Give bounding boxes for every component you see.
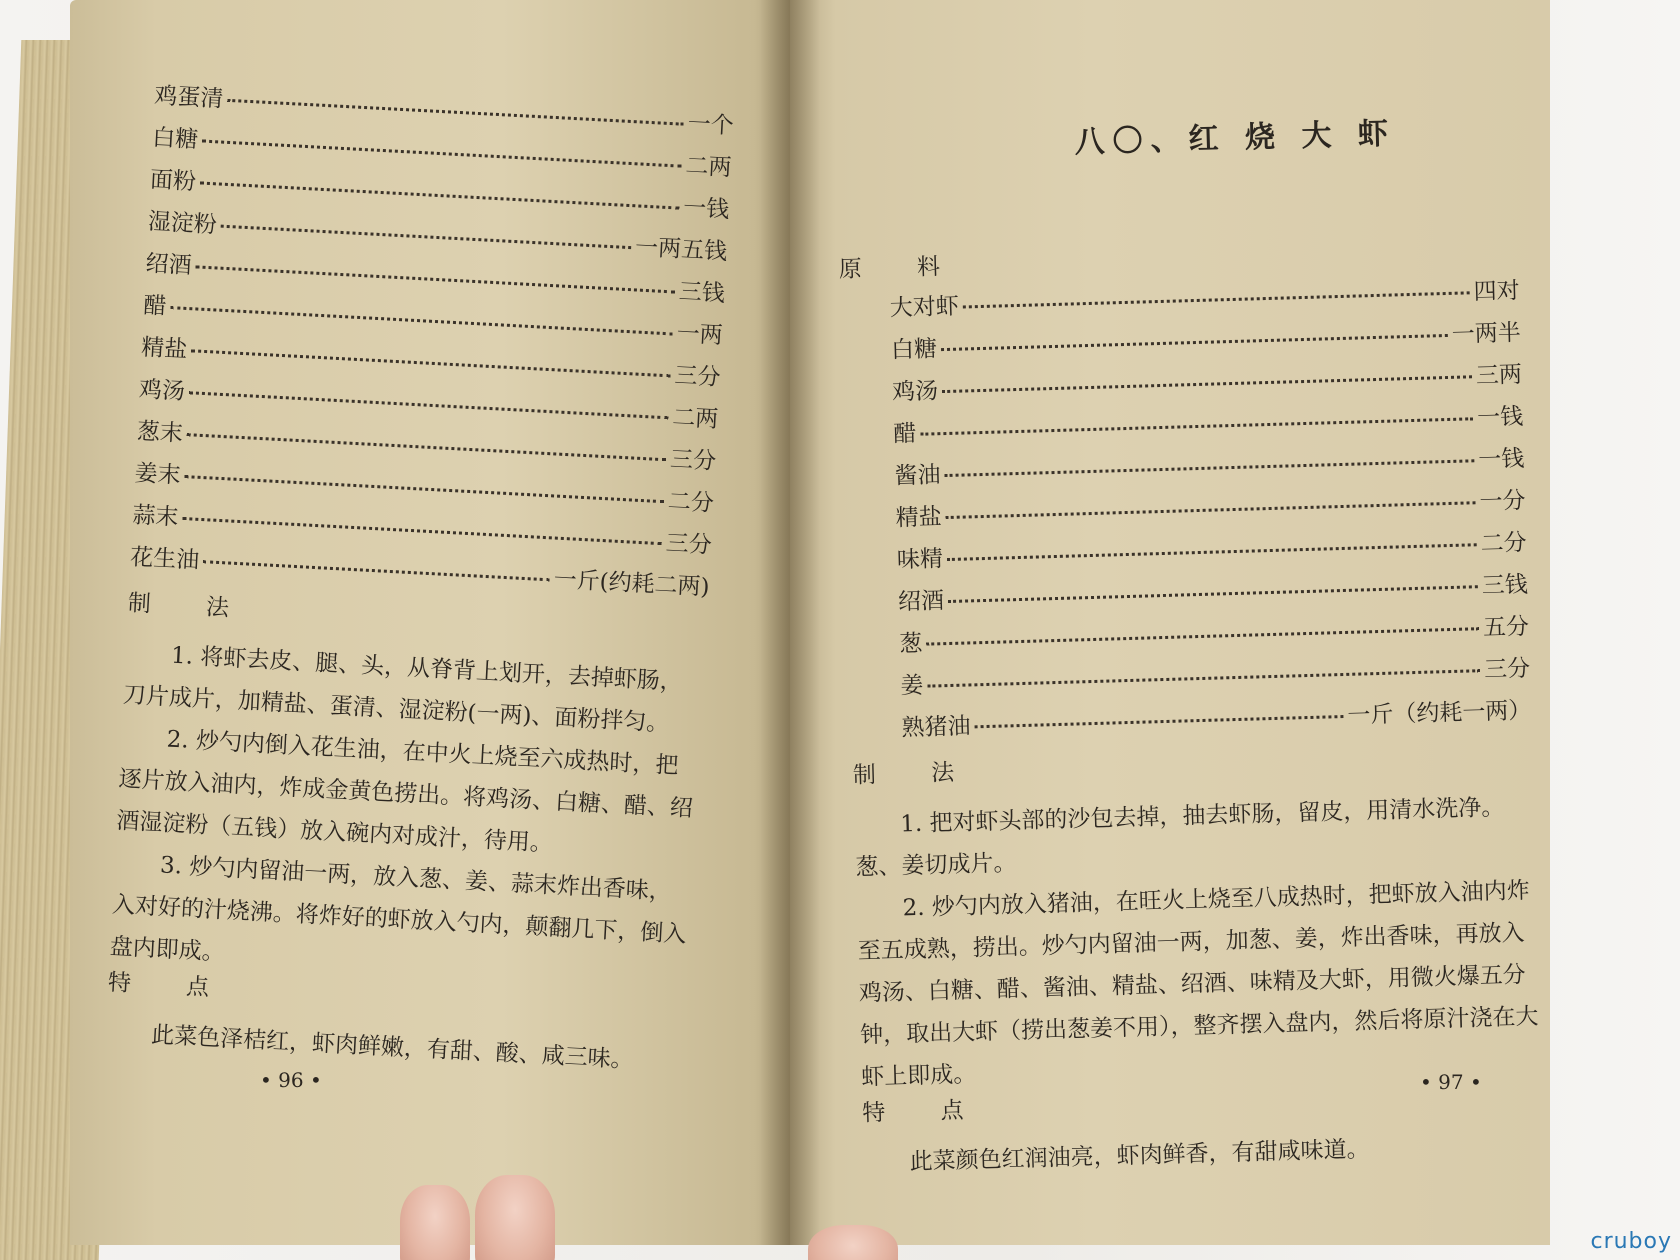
ingredient-amount: 二两 xyxy=(684,152,733,182)
leader-dots xyxy=(920,417,1473,435)
method-step: 3. 炒勺内留油一两，放入葱、姜、蒜末炸出香味，入对好的汁烧沸。将炸好的虾放入勺内，颠翻几下，倒入盘内即成。 xyxy=(109,852,687,966)
method-heading: 制 法 xyxy=(127,590,254,623)
ingredient-name: 蒜末 xyxy=(131,502,180,531)
method-heading: 制 法 xyxy=(852,759,979,789)
left-page-content xyxy=(104,85,734,1084)
ingredient-amount: 一两半 xyxy=(1451,319,1522,348)
ingredient-name: 绍酒 xyxy=(897,588,945,616)
ingredient-name: 花生油 xyxy=(129,544,200,574)
method-step: 2. 炒勺内放入猪油，在旺火上烧至八成热时，把虾放入油内炸至五成熟，捞出。炒勺内留油一两，加葱、姜，炸出香味，再放入鸡汤、白糖、醋、酱油、精盐、绍酒、味精及大虾，用微火爆五分钟，取出大虾（捞出葱姜不用），整齐摆入盘内，然后将原汁浇在大虾上即成。 xyxy=(857,877,1539,1091)
ingredient-name: 姜末 xyxy=(133,460,182,489)
ingredient-name: 精盐 xyxy=(140,334,188,364)
leader-dots xyxy=(227,99,684,126)
right-ingredient-list xyxy=(840,277,1533,761)
ingredient-amount: 四对 xyxy=(1473,277,1520,306)
ingredient-name: 面粉 xyxy=(149,166,197,196)
ingredient-name: 鸡蛋清 xyxy=(153,83,225,113)
ingredient-name: 绍酒 xyxy=(144,250,193,280)
ingredient-amount: 三分 xyxy=(673,362,722,391)
watermark-text: cruboy xyxy=(1590,1229,1672,1254)
ingredient-amount: 一斤（约耗一两） xyxy=(1347,697,1532,729)
ingredient-name: 精盐 xyxy=(895,504,943,532)
ingredient-name: 白糖 xyxy=(890,336,938,364)
leader-dots xyxy=(927,669,1480,687)
leader-dots xyxy=(941,334,1448,351)
ingredient-amount: 一钱 xyxy=(1477,445,1525,474)
ingredient-amount: 三分 xyxy=(1483,655,1531,684)
ingredient-name: 醋 xyxy=(142,292,168,320)
ingredient-name: 熟猪油 xyxy=(901,713,971,742)
finger xyxy=(808,1225,898,1260)
page-number: • 96 • xyxy=(260,1068,322,1092)
ingredient-amount: 一分 xyxy=(1479,487,1526,516)
feature-heading: 特 点 xyxy=(861,1097,988,1127)
left-page xyxy=(70,0,790,1245)
ingredient-amount: 三分 xyxy=(665,530,713,559)
ingredient-amount: 一斤(约耗二两) xyxy=(553,566,711,601)
leader-dots xyxy=(948,585,1478,603)
ingredient-name: 鸡汤 xyxy=(138,376,186,405)
ingredient-amount: 一两五钱 xyxy=(634,234,728,266)
ingredient-name: 大对虾 xyxy=(889,293,960,322)
ingredient-amount: 三钱 xyxy=(1481,571,1529,600)
ingredient-name: 白糖 xyxy=(151,124,199,154)
ingredient-amount: 二分 xyxy=(667,488,715,517)
leader-dots xyxy=(947,543,1477,561)
ingredient-name: 醋 xyxy=(893,420,917,448)
ingredient-name: 姜 xyxy=(900,672,924,700)
leader-dots xyxy=(963,291,1470,308)
method-step: 2. 炒勺内倒入花生油，在中火上烧至六成热时，把逐片放入油内，炸成金黄色捞出。将鸡汤、白糖、醋、绍酒湿淀粉（五钱）放入碗内对成汁，待用。 xyxy=(115,726,694,857)
right-page xyxy=(790,0,1550,1245)
feature-text: 此菜色泽桔红，虾肉鲜嫩，有甜、酸、咸三味。 xyxy=(150,1022,635,1074)
method-step: 1. 将虾去皮、腿、头，从脊背上划开，去掉虾肠，刀片成片，加精盐、蛋清、湿淀粉(一两)、面粉拌匀。 xyxy=(122,642,684,737)
ingredient-amount: 二分 xyxy=(1480,529,1528,558)
ingredient-amount: 三分 xyxy=(669,446,717,475)
ingredient-name: 酱油 xyxy=(894,462,941,490)
ingredient-amount: 三钱 xyxy=(678,278,726,308)
ingredient-name: 味精 xyxy=(896,546,944,574)
feature-text: 此菜颜色红润油亮，虾肉鲜香，有甜咸味道。 xyxy=(909,1136,1370,1176)
ingredient-amount: 一钱 xyxy=(682,194,730,224)
leader-dots xyxy=(926,627,1479,645)
leader-dots xyxy=(945,459,1475,477)
ingredients-heading: 原 料 xyxy=(838,253,965,283)
recipe-title: 八〇、红 烧 大 虾 xyxy=(1074,116,1397,161)
ingredient-name: 葱末 xyxy=(136,418,184,447)
ingredient-name: 葱 xyxy=(898,630,923,658)
leader-dots xyxy=(946,501,1476,519)
left-ingredient-list xyxy=(129,85,735,619)
leader-dots xyxy=(942,375,1472,393)
ingredient-name: 鸡汤 xyxy=(891,378,939,406)
ingredient-amount: 一个 xyxy=(687,110,735,140)
ingredient-amount: 一两 xyxy=(676,320,724,350)
right-page-content xyxy=(835,116,1544,1185)
ingredient-amount: 二两 xyxy=(671,404,719,433)
method-step: 1. 把对虾头部的沙包去掉，抽去虾肠，留皮，用清水洗净。葱、姜切成片。 xyxy=(855,794,1505,881)
ingredient-name: 湿淀粉 xyxy=(147,208,218,239)
ingredient-amount: 三两 xyxy=(1475,361,1523,390)
ingredient-amount: 五分 xyxy=(1482,613,1530,642)
page-number: • 97 • xyxy=(1420,1070,1482,1094)
leader-dots xyxy=(975,715,1344,728)
finger xyxy=(475,1175,555,1260)
finger xyxy=(400,1185,470,1260)
ingredient-amount: 一钱 xyxy=(1476,403,1524,432)
feature-heading: 特 点 xyxy=(107,969,234,1003)
